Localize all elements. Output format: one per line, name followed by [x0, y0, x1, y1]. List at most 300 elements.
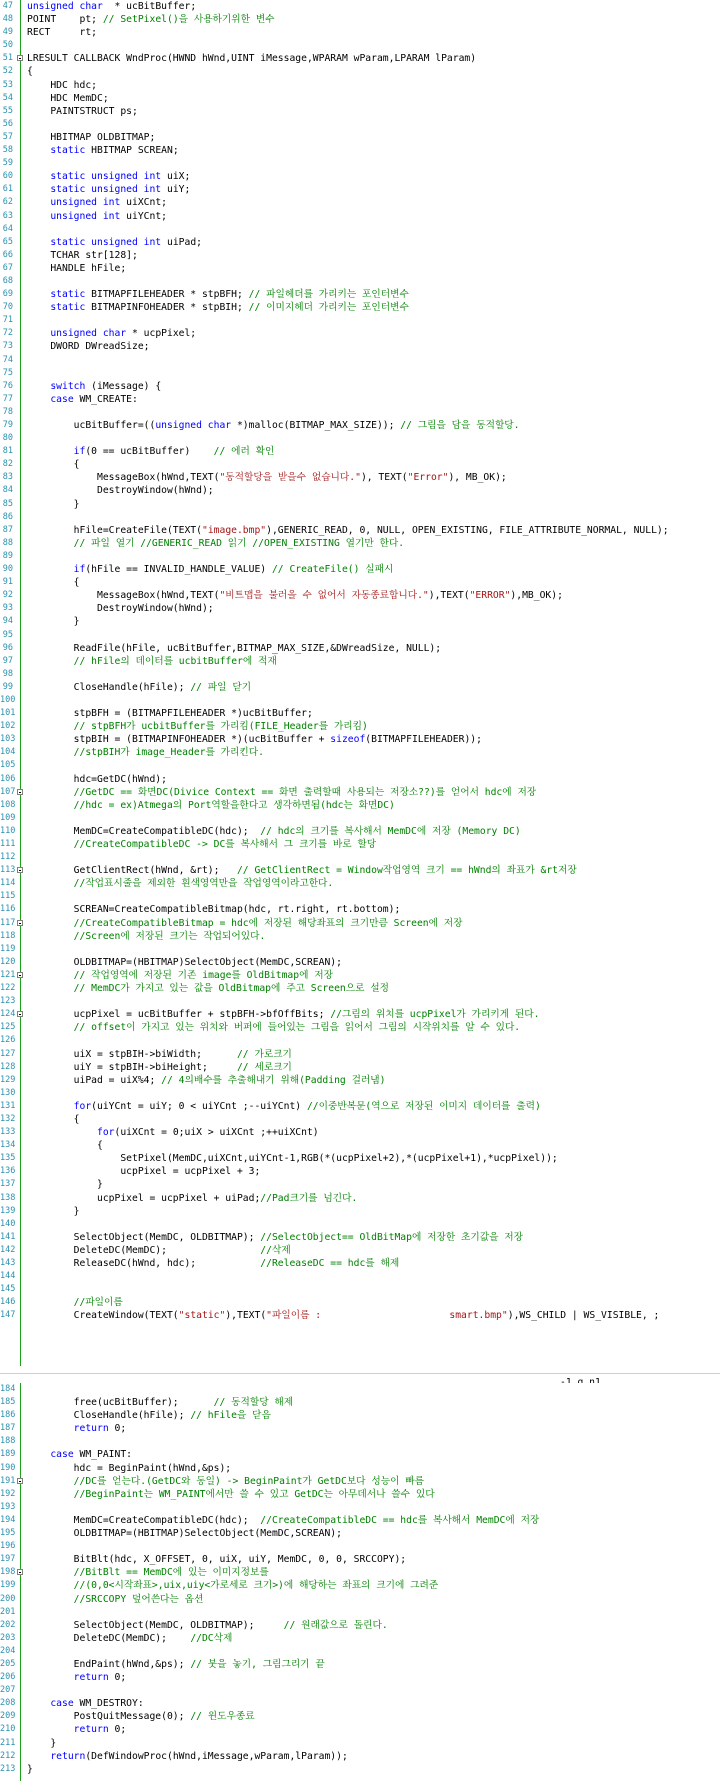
code-line[interactable]: [0, 956, 720, 969]
code-line[interactable]: [0, 877, 720, 890]
code-line[interactable]: [0, 1671, 720, 1684]
comment-token: // hdc의 크기를 복사해서 MemDC에 저장 (Memory DC): [260, 825, 521, 837]
code-line[interactable]: [0, 26, 720, 39]
code-line[interactable]: [0, 1514, 720, 1527]
editor-split-gap: [0, 1366, 720, 1383]
code-line[interactable]: [0, 288, 720, 301]
code-line[interactable]: [0, 1100, 720, 1113]
code-line[interactable]: [0, 550, 720, 563]
code-line[interactable]: [0, 1178, 720, 1191]
collapse-toggle-icon[interactable]: [17, 1478, 23, 1484]
code-line[interactable]: [0, 1632, 720, 1645]
code-text: [27, 655, 277, 668]
keyword-token: switch: [27, 380, 86, 392]
code-text: [27, 1309, 659, 1322]
code-line[interactable]: [0, 1139, 720, 1152]
code-line[interactable]: [0, 943, 720, 956]
collapse-toggle-icon[interactable]: [17, 1011, 23, 1017]
code-line[interactable]: [0, 681, 720, 694]
code-line[interactable]: [0, 655, 720, 668]
code-line[interactable]: [0, 210, 720, 223]
code-line[interactable]: [0, 629, 720, 642]
line-number: 122: [0, 983, 16, 994]
code-line[interactable]: [0, 144, 720, 157]
code-text: [27, 877, 333, 890]
line-number: 98: [2, 668, 13, 679]
code-line[interactable]: [0, 196, 720, 209]
line-number: 127: [0, 1048, 16, 1059]
code-text: [27, 864, 577, 877]
code-line[interactable]: [0, 930, 720, 943]
code-token: }: [27, 616, 80, 628]
code-text: [27, 615, 80, 628]
line-number: 138: [0, 1192, 16, 1203]
keyword-token: static unsigned int: [27, 236, 162, 248]
code-token: WM_PAINT:: [73, 1449, 132, 1461]
line-number: 209: [0, 1711, 16, 1722]
code-line[interactable]: [0, 131, 720, 144]
line-number: 112: [0, 852, 16, 863]
code-line[interactable]: [0, 1048, 720, 1061]
line-number: 92: [2, 590, 13, 601]
code-line[interactable]: [0, 354, 720, 367]
code-line[interactable]: [0, 419, 720, 432]
code-token: BitBlt(hdc, X_OFFSET, 0, uiX, uiY, MemDC, 0, 0, SRCCOPY);: [27, 1554, 407, 1566]
line-number: 146: [0, 1297, 16, 1308]
code-line[interactable]: [0, 327, 720, 340]
code-token: uiYCnt;: [120, 210, 167, 222]
code-line[interactable]: [0, 1409, 720, 1422]
code-line[interactable]: [0, 393, 720, 406]
line-number: 99: [2, 681, 13, 692]
code-line[interactable]: [0, 746, 720, 759]
line-number: 144: [0, 1271, 16, 1282]
code-text: [27, 210, 167, 223]
collapse-toggle-icon[interactable]: [17, 920, 23, 926]
code-text: [27, 681, 251, 694]
code-line[interactable]: [0, 773, 720, 786]
code-token: uiX = stpBIH->biWidth;: [27, 1048, 237, 1060]
collapse-toggle-icon[interactable]: [17, 972, 23, 978]
code-token: *)malloc(BITMAP_MAX_SIZE));: [231, 420, 401, 431]
code-line[interactable]: [0, 92, 720, 105]
code-line[interactable]: [0, 1126, 720, 1139]
line-number: 202: [0, 1619, 16, 1630]
keyword-token: if: [27, 446, 86, 458]
code-line[interactable]: [0, 1257, 720, 1270]
code-line[interactable]: [0, 183, 720, 196]
code-line[interactable]: [0, 1296, 720, 1309]
code-line[interactable]: [0, 498, 720, 511]
code-line[interactable]: [0, 694, 720, 707]
line-number: 123: [0, 996, 16, 1007]
comment-token: //Screen에 저장된 크기는 작업되어있다.: [27, 930, 266, 942]
keyword-token: case: [27, 1698, 74, 1710]
code-line[interactable]: [0, 1697, 720, 1710]
keyword-token: static unsigned int: [27, 171, 162, 183]
code-line[interactable]: [0, 1074, 720, 1087]
code-line[interactable]: [0, 720, 720, 733]
code-line[interactable]: [0, 851, 720, 864]
code-text: [27, 393, 138, 406]
code-line[interactable]: [0, 380, 720, 393]
code-line[interactable]: [0, 917, 720, 930]
code-token: ucBitBuffer=((: [27, 420, 156, 431]
code-line[interactable]: [0, 1383, 720, 1396]
comment-token: // 파일 열기 //GENERIC_READ 읽기 //OPEN_EXISTING 열기만 한다.: [27, 537, 405, 549]
code-text: [27, 79, 97, 92]
code-text: [27, 1710, 255, 1723]
code-line[interactable]: [0, 236, 720, 249]
collapse-toggle-icon[interactable]: [17, 55, 23, 61]
code-line[interactable]: [0, 1205, 720, 1218]
line-number: 109: [0, 812, 16, 823]
code-token: ), TEXT(: [360, 472, 408, 484]
line-number: 65: [2, 236, 13, 247]
code-line[interactable]: [0, 1218, 720, 1231]
code-line[interactable]: [0, 563, 720, 576]
line-number: 115: [0, 891, 16, 902]
code-token: PAINTSTRUCT ps;: [27, 105, 138, 117]
code-token: SetPixel(MemDC,uiXCnt,uiYCnt-1,RGB(*(ucpPixel+2),*(ucpPixel+1),*ucpPixel));: [27, 1153, 558, 1165]
line-number: 120: [0, 956, 16, 967]
line-number: 89: [2, 550, 13, 561]
code-line[interactable]: [0, 1723, 720, 1736]
code-line[interactable]: [0, 1270, 720, 1283]
comment-token: // GetClientRect = Window작업영역 크기 == hWnd의 좌표가 &rt저장: [236, 865, 577, 877]
code-line[interactable]: [0, 105, 720, 118]
code-token: HBITMAP OLDBITMAP;: [27, 131, 156, 143]
line-number: 128: [0, 1061, 16, 1072]
comment-token: //GetDC == 화면DC(Divice Context == 화면 출력할때 사용되는 저장소??)를 얻어서 hdc에 저장: [27, 786, 537, 798]
code-line[interactable]: [0, 223, 720, 236]
comment-token: // 윈도우종료: [190, 1711, 255, 1723]
line-number: 67: [2, 262, 13, 273]
code-line[interactable]: [0, 1593, 720, 1606]
code-line[interactable]: [0, 484, 720, 497]
code-line[interactable]: [0, 1619, 720, 1632]
code-line[interactable]: [0, 157, 720, 170]
code-text: [27, 786, 536, 799]
code-line[interactable]: [0, 301, 720, 314]
code-line[interactable]: [0, 576, 720, 589]
line-number: 77: [2, 393, 13, 404]
collapse-toggle-icon[interactable]: [17, 1569, 23, 1575]
code-line[interactable]: [0, 1710, 720, 1723]
collapse-toggle-icon[interactable]: [17, 789, 23, 795]
line-number: 106: [0, 773, 16, 784]
code-text: [27, 1205, 80, 1218]
code-line[interactable]: [0, 668, 720, 681]
code-token: EndPaint(hWnd,&ps);: [27, 1658, 191, 1670]
line-number: 60: [2, 171, 13, 182]
line-number: 56: [2, 118, 13, 129]
string-token: "파일이름 : smart.bmp": [266, 1310, 508, 1322]
code-line[interactable]: [0, 511, 720, 524]
code-line[interactable]: [0, 890, 720, 903]
code-text: [27, 1074, 386, 1087]
keyword-token: static: [27, 289, 86, 301]
code-line[interactable]: [0, 1087, 720, 1100]
keyword-token: unsigned char: [27, 1, 103, 12]
code-line[interactable]: [0, 275, 720, 288]
code-token: ReleaseDC(hWnd, hdc);: [27, 1258, 261, 1269]
code-token: ),TEXT(: [428, 590, 470, 602]
code-text: [27, 1462, 231, 1475]
comment-token: //DC삭제: [190, 1632, 233, 1644]
code-line[interactable]: [0, 1606, 720, 1619]
code-line[interactable]: [0, 1579, 720, 1592]
line-number: 83: [2, 472, 13, 483]
code-line[interactable]: [0, 982, 720, 995]
code-text: [27, 1448, 132, 1461]
code-text: [27, 1579, 438, 1592]
comment-token: //stpBIH가 image_Header를 가리킨다.: [27, 747, 264, 759]
code-line[interactable]: [0, 340, 720, 353]
code-line[interactable]: [0, 1396, 720, 1409]
code-line[interactable]: [0, 1645, 720, 1658]
code-line[interactable]: [0, 759, 720, 772]
code-text: [27, 1697, 144, 1710]
comment-token: //삭제: [260, 1244, 291, 1256]
code-text: [27, 825, 521, 838]
string-token: "비트맵을 불러올 수 없어서 자동종료합니다.": [219, 590, 429, 602]
code-line[interactable]: [0, 786, 720, 799]
code-text: [27, 1527, 342, 1540]
code-line[interactable]: [0, 406, 720, 419]
code-line[interactable]: [0, 1488, 720, 1501]
code-text: [27, 262, 126, 275]
comment-token: // hFile의 데이터를 ucbitBuffer에 적재: [27, 655, 277, 667]
code-token: * ucpPixel;: [126, 328, 197, 340]
keyword-token: return: [27, 1423, 109, 1435]
line-number: 136: [0, 1166, 16, 1177]
line-number: 111: [0, 839, 16, 849]
code-line[interactable]: [0, 1566, 720, 1579]
code-line[interactable]: [0, 39, 720, 52]
code-line[interactable]: [0, 1231, 720, 1244]
code-line[interactable]: [0, 432, 720, 445]
code-text: [27, 1396, 293, 1409]
code-text: [27, 236, 202, 249]
code-line[interactable]: [0, 1658, 720, 1671]
code-line[interactable]: [0, 1021, 720, 1034]
code-text: [27, 301, 409, 314]
code-token: DeleteDC(MemDC);: [27, 1244, 261, 1256]
line-number: 188: [0, 1436, 16, 1447]
string-token: "동적할당을 받을수 없습니다.": [219, 472, 361, 484]
code-line[interactable]: [0, 1462, 720, 1475]
line-number: 211: [0, 1737, 16, 1748]
code-token: 0;: [108, 1423, 127, 1435]
line-number: 121: [0, 969, 16, 980]
code-line[interactable]: [0, 458, 720, 471]
code-line[interactable]: [0, 995, 720, 1008]
code-text: [27, 419, 520, 432]
code-line[interactable]: [0, 1435, 720, 1448]
code-line[interactable]: [0, 52, 720, 65]
code-text: [27, 196, 167, 209]
code-token: MessageBox(hWnd,TEXT(: [27, 590, 220, 602]
code-line[interactable]: [0, 1165, 720, 1178]
code-token: hFile=CreateFile(TEXT(: [27, 524, 202, 536]
line-number: 135: [0, 1153, 16, 1164]
line-number: 85: [2, 498, 13, 509]
code-line[interactable]: [0, 1527, 720, 1540]
line-number: 94: [2, 616, 13, 627]
code-line[interactable]: [0, 249, 720, 262]
code-line[interactable]: [0, 1475, 720, 1488]
line-number: 75: [2, 367, 13, 378]
line-number: 196: [0, 1541, 16, 1552]
line-number: 134: [0, 1140, 16, 1151]
code-editor-bottom-pane[interactable]: [0, 1383, 720, 1781]
code-line[interactable]: [0, 1008, 720, 1021]
code-line[interactable]: [0, 1309, 720, 1322]
code-line[interactable]: [0, 471, 720, 484]
comment-token: // 4의배수를 추출해내기 위해(Padding 걸러냄): [161, 1074, 386, 1086]
code-line[interactable]: [0, 65, 720, 78]
line-number: 145: [0, 1284, 16, 1295]
code-text: [27, 969, 333, 982]
code-line[interactable]: [0, 1422, 720, 1435]
code-line[interactable]: [0, 589, 720, 602]
code-line[interactable]: [0, 707, 720, 720]
code-line[interactable]: [0, 445, 720, 458]
line-number: 130: [0, 1087, 16, 1098]
line-number: 105: [0, 760, 16, 771]
code-token: (0 == ucBitBuffer): [85, 446, 214, 458]
code-line[interactable]: [0, 1737, 720, 1750]
code-line[interactable]: [0, 825, 720, 838]
line-number: 189: [0, 1449, 16, 1460]
code-line[interactable]: [0, 812, 720, 825]
code-text: [27, 1488, 435, 1501]
code-line[interactable]: [0, 314, 720, 327]
code-token: hdc=GetDC(hWnd);: [27, 773, 167, 785]
code-text: [27, 498, 80, 511]
code-text: [27, 1192, 357, 1205]
code-line[interactable]: [0, 1244, 720, 1257]
comment-token: //BeginPaint는 WM_PAINT에서만 쓸 수 있고 GetDC는 아무데서나 쓸수 있다: [27, 1488, 435, 1500]
line-number: 186: [0, 1410, 16, 1421]
code-line[interactable]: [0, 903, 720, 916]
line-number: 72: [2, 328, 13, 339]
comment-token: // MemDC가 가지고 있는 값을 OldBitmap에 주고 Screen으로 설정: [27, 983, 390, 995]
code-token: DWORD DWreadSize;: [27, 341, 150, 353]
comment-token: // stpBFH가 ucbitBuffer를 가리킴(FILE_Header를 가리킴): [27, 721, 368, 733]
code-token: DeleteDC(MemDC);: [27, 1632, 191, 1644]
line-number: 82: [2, 459, 13, 470]
keyword-token: static: [27, 302, 86, 314]
comment-token: //hdc = ex)Atmega의 Port역할을한다고 생각하면됨(hdc는 화면DC): [27, 799, 395, 811]
comment-token: //BitBlt == MemDC에 있는 이미지정보를: [27, 1567, 269, 1579]
code-line[interactable]: [0, 1501, 720, 1514]
code-line[interactable]: [0, 733, 720, 746]
comment-token: // offset이 가지고 있는 위치와 버퍼에 들어있는 그림을 읽어서 그림의 시작위치를 알 수 있다.: [27, 1022, 521, 1034]
code-line[interactable]: [0, 838, 720, 851]
code-token: CloseHandle(hFile);: [27, 681, 191, 693]
code-line[interactable]: [0, 367, 720, 380]
code-line[interactable]: [0, 969, 720, 982]
code-line[interactable]: [0, 1540, 720, 1553]
code-token: POINT pt;: [27, 14, 103, 26]
code-line[interactable]: [0, 1750, 720, 1763]
code-token: }: [27, 1737, 57, 1749]
code-token: BITMAPINFOHEADER * stpBIH;: [85, 302, 249, 314]
code-line[interactable]: [0, 13, 720, 26]
code-line[interactable]: [0, 1113, 720, 1126]
line-number: 200: [0, 1593, 16, 1604]
keyword-token: case: [27, 1449, 74, 1461]
code-line[interactable]: [0, 799, 720, 812]
line-number: 79: [2, 420, 13, 430]
code-line[interactable]: [0, 1283, 720, 1296]
code-lines[interactable]: [0, 1383, 720, 1776]
code-token: (iMessage) {: [85, 380, 162, 392]
code-line[interactable]: [0, 1061, 720, 1074]
code-line[interactable]: [0, 524, 720, 537]
comment-token: // SetPixel()을 사용하기위한 변수: [102, 14, 275, 26]
code-text: [27, 1658, 325, 1671]
code-text: [27, 563, 393, 576]
line-number: 114: [0, 878, 16, 889]
code-token: }: [27, 1763, 33, 1775]
code-text: [27, 602, 214, 615]
code-line[interactable]: [0, 1553, 720, 1566]
code-line[interactable]: [0, 1192, 720, 1205]
line-number: 132: [0, 1113, 16, 1124]
line-number: 49: [2, 27, 13, 38]
code-line[interactable]: [0, 864, 720, 877]
code-line[interactable]: [0, 170, 720, 183]
code-line[interactable]: [0, 1152, 720, 1165]
code-text: [27, 1139, 103, 1152]
line-number: 113: [0, 865, 16, 876]
line-number: 187: [0, 1423, 16, 1434]
code-text: [27, 105, 138, 118]
code-token: uiX;: [161, 171, 191, 183]
code-line[interactable]: [0, 602, 720, 615]
code-line[interactable]: [0, 1763, 720, 1776]
code-token: LRESULT CALLBACK WndProc(HWND hWnd,UINT iMessage,WPARAM wParam,LPARAM lParam): [27, 53, 477, 65]
code-text: [27, 1553, 406, 1566]
code-line[interactable]: [0, 262, 720, 275]
comment-token: // 이미지헤더 가리키는 포인터변수: [248, 302, 409, 314]
string-token: "ERROR": [469, 590, 511, 602]
code-line[interactable]: [0, 537, 720, 550]
comment-token: // 파일 닫기: [190, 681, 252, 693]
comment-token: //이중반복문(역으로 저장된 이미지 데이터를 출력): [306, 1100, 541, 1112]
code-text: [27, 930, 265, 943]
code-line[interactable]: [0, 1448, 720, 1461]
code-line[interactable]: [0, 1684, 720, 1697]
code-token: OLDBITMAP=(HBITMAP)SelectObject(MemDC,SCREAN);: [27, 1528, 342, 1540]
code-line[interactable]: [0, 615, 720, 628]
code-line[interactable]: [0, 1034, 720, 1047]
comment-token: //SelectObject== OldBitMap에 저장한 초기값을 저장: [260, 1231, 524, 1243]
code-text: [27, 1566, 269, 1579]
line-number: 118: [0, 930, 16, 941]
collapse-toggle-icon[interactable]: [17, 867, 23, 873]
code-line[interactable]: [0, 118, 720, 131]
code-line[interactable]: [0, 642, 720, 655]
code-text: [27, 65, 33, 78]
code-text: [27, 1152, 558, 1165]
code-line[interactable]: [0, 0, 720, 13]
line-number: 124: [0, 1009, 16, 1020]
code-line[interactable]: [0, 79, 720, 92]
